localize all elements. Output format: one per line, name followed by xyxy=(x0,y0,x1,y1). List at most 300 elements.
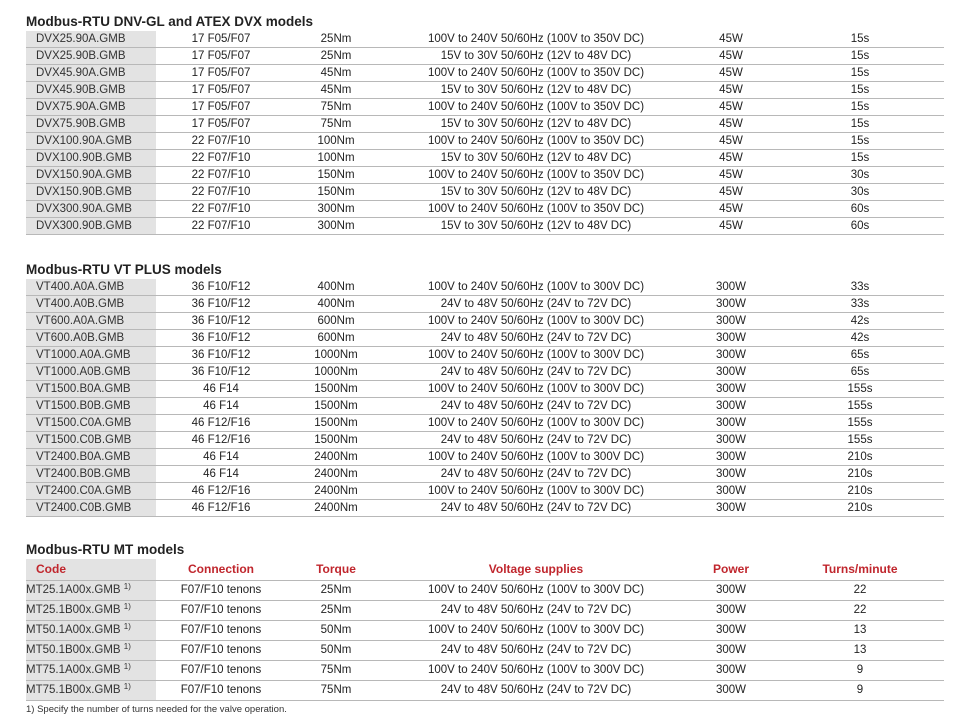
power-cell xyxy=(686,31,776,48)
voltage-cell xyxy=(386,398,686,415)
table-row xyxy=(26,500,944,517)
cell-text: 50Nm xyxy=(320,644,352,656)
cell-text: 300Nm xyxy=(317,220,355,232)
cell-text: 100V to 240V 50/60Hz (100V to 350V DC) xyxy=(427,67,645,79)
code-cell xyxy=(26,641,156,661)
table-header-row xyxy=(26,559,944,581)
connection-cell xyxy=(156,621,286,641)
cell-text: 15s xyxy=(850,84,870,96)
cell-text: 400Nm xyxy=(317,281,355,293)
voltage-cell xyxy=(386,201,686,218)
cell-text: 1500Nm xyxy=(314,417,358,429)
voltage-cell xyxy=(386,133,686,150)
code-cell xyxy=(26,279,156,296)
cell-text: 22 F07/F10 xyxy=(191,203,251,215)
cell-text: VT2400.C0B.GMB xyxy=(36,502,132,514)
voltage-cell xyxy=(386,661,686,681)
table-row xyxy=(26,65,944,82)
torque-cell xyxy=(286,601,386,621)
torque-cell xyxy=(286,415,386,432)
connection-cell xyxy=(156,381,286,398)
cell-text: 210s xyxy=(847,468,873,480)
connection-cell xyxy=(156,296,286,313)
connection-cell xyxy=(156,99,286,116)
voltage-cell xyxy=(386,500,686,517)
table-row xyxy=(26,415,944,432)
cell-text: 25Nm xyxy=(320,604,352,616)
power-cell xyxy=(686,65,776,82)
connection-cell xyxy=(156,661,286,681)
voltage-cell xyxy=(386,31,686,48)
connection-cell xyxy=(156,31,286,48)
cell-text: 22 F07/F10 xyxy=(191,152,251,164)
cell-text: 100V to 240V 50/60Hz (100V to 350V DC) xyxy=(427,203,645,215)
cell-text: VT1500.B0B.GMB xyxy=(36,400,131,412)
voltage-cell xyxy=(386,296,686,313)
table-row xyxy=(26,184,944,201)
cell-text: VT1500.B0A.GMB xyxy=(36,383,131,395)
time-cell xyxy=(776,641,944,661)
code-cell xyxy=(26,65,156,82)
cell-text: 300W xyxy=(715,298,747,310)
code-cell xyxy=(26,116,156,133)
time-cell xyxy=(776,279,944,296)
cell-text: 100V to 240V 50/60Hz (100V to 300V DC) xyxy=(427,485,645,497)
connection-cell xyxy=(156,48,286,65)
time-cell xyxy=(776,218,944,235)
cell-text: DVX45.90A.GMB xyxy=(36,67,126,79)
code-cell xyxy=(26,133,156,150)
power-cell xyxy=(686,313,776,330)
table-row xyxy=(26,99,944,116)
voltage-cell xyxy=(386,364,686,381)
cell-text: VT1500.C0A.GMB xyxy=(36,417,132,429)
cell-text: 24V to 48V 50/60Hz (24V to 72V DC) xyxy=(440,684,632,696)
voltage-cell xyxy=(386,48,686,65)
table-row xyxy=(26,381,944,398)
cell-text: 46 F14 xyxy=(203,468,239,480)
footnote-mark: 1) xyxy=(123,662,131,671)
torque-cell xyxy=(286,330,386,347)
torque-cell xyxy=(286,279,386,296)
connection-cell xyxy=(156,133,286,150)
table-row xyxy=(26,449,944,466)
cell-text: 17 F05/F07 xyxy=(191,50,251,62)
power-cell xyxy=(686,364,776,381)
cell-text: 45W xyxy=(719,152,743,164)
voltage-cell xyxy=(386,99,686,116)
table-row xyxy=(26,116,944,133)
footnote-mark: 1) xyxy=(123,642,131,651)
connection-cell xyxy=(156,167,286,184)
cell-text: DVX45.90B.GMB xyxy=(36,84,126,96)
cell-text: 100V to 240V 50/60Hz (100V to 300V DC) xyxy=(427,315,645,327)
power-cell xyxy=(686,347,776,364)
cell-text: 17 F05/F07 xyxy=(191,84,251,96)
time-cell xyxy=(776,313,944,330)
torque-cell xyxy=(286,31,386,48)
connection-cell xyxy=(156,432,286,449)
connection-cell xyxy=(156,116,286,133)
code-cell xyxy=(26,500,156,517)
power-cell xyxy=(686,500,776,517)
connection-cell xyxy=(156,82,286,99)
cell-text: VT600.A0A.GMB xyxy=(36,315,125,327)
cell-text: 100V to 240V 50/60Hz (100V to 300V DC) xyxy=(427,349,645,361)
cell-text: 15V to 30V 50/60Hz (12V to 48V DC) xyxy=(440,84,632,96)
torque-cell xyxy=(286,483,386,500)
cell-text: 13 xyxy=(853,624,867,636)
power-cell xyxy=(686,621,776,641)
time-cell xyxy=(776,31,944,48)
cell-text: MT75.1A00x.GMB xyxy=(26,664,121,676)
cell-text: 46 F12/F16 xyxy=(191,502,251,514)
cell-text: 36 F10/F12 xyxy=(191,315,251,327)
cell-text: 45W xyxy=(719,135,743,147)
time-cell xyxy=(776,681,944,701)
power-cell xyxy=(686,116,776,133)
cell-text: 46 F14 xyxy=(203,400,239,412)
cell-text: 1500Nm xyxy=(314,383,358,395)
connection-cell xyxy=(156,449,286,466)
cell-text: 46 F14 xyxy=(203,451,239,463)
table-row xyxy=(26,681,944,701)
table-row xyxy=(26,330,944,347)
cell-text: 15s xyxy=(850,118,870,130)
cell-text: 60s xyxy=(850,203,870,215)
power-cell xyxy=(686,466,776,483)
cell-text: 45W xyxy=(719,101,743,113)
cell-text: 15V to 30V 50/60Hz (12V to 48V DC) xyxy=(440,152,632,164)
cell-text: 15s xyxy=(850,135,870,147)
column-header: Connection xyxy=(156,559,286,581)
voltage-cell xyxy=(386,415,686,432)
cell-text: 300W xyxy=(715,281,747,293)
table-row xyxy=(26,201,944,218)
power-cell xyxy=(686,661,776,681)
time-cell xyxy=(776,330,944,347)
connection-cell xyxy=(156,279,286,296)
cell-text: 75Nm xyxy=(320,684,352,696)
cell-text: 46 F12/F16 xyxy=(191,434,251,446)
power-cell xyxy=(686,415,776,432)
torque-cell xyxy=(286,296,386,313)
torque-cell xyxy=(286,364,386,381)
mt-table xyxy=(26,559,944,701)
torque-cell xyxy=(286,661,386,681)
connection-cell xyxy=(156,415,286,432)
connection-cell xyxy=(156,218,286,235)
cell-text: 150Nm xyxy=(317,169,355,181)
time-cell xyxy=(776,500,944,517)
table-row xyxy=(26,621,944,641)
cell-text: DVX100.90B.GMB xyxy=(36,152,132,164)
power-cell xyxy=(686,296,776,313)
cell-text: 400Nm xyxy=(317,298,355,310)
torque-cell xyxy=(286,133,386,150)
time-cell xyxy=(776,483,944,500)
table-row xyxy=(26,150,944,167)
power-cell xyxy=(686,483,776,500)
footnote-mark: 1) xyxy=(123,682,131,691)
cell-text: 100V to 240V 50/60Hz (100V to 300V DC) xyxy=(427,383,645,395)
voltage-cell xyxy=(386,681,686,701)
power-cell xyxy=(686,330,776,347)
cell-text: VT1500.C0B.GMB xyxy=(36,434,132,446)
time-cell xyxy=(776,415,944,432)
voltage-cell xyxy=(386,279,686,296)
footnote-mark: 1) xyxy=(123,602,131,611)
cell-text: 45W xyxy=(719,220,743,232)
cell-text: MT50.1A00x.GMB xyxy=(26,624,121,636)
code-cell xyxy=(26,601,156,621)
code-cell xyxy=(26,466,156,483)
power-cell xyxy=(686,398,776,415)
power-cell xyxy=(686,167,776,184)
code-cell xyxy=(26,150,156,167)
code-cell xyxy=(26,449,156,466)
cell-text: 1500Nm xyxy=(314,400,358,412)
cell-text: 300W xyxy=(715,383,747,395)
time-cell xyxy=(776,82,944,99)
cell-text: 13 xyxy=(853,644,867,656)
cell-text: 15s xyxy=(850,101,870,113)
connection-cell xyxy=(156,313,286,330)
table-row xyxy=(26,601,944,621)
cell-text: DVX150.90B.GMB xyxy=(36,186,132,198)
table-row xyxy=(26,483,944,500)
code-cell xyxy=(26,48,156,65)
power-cell xyxy=(686,279,776,296)
torque-cell xyxy=(286,500,386,517)
cell-text: 24V to 48V 50/60Hz (24V to 72V DC) xyxy=(440,502,632,514)
code-cell xyxy=(26,167,156,184)
column-header: Power xyxy=(686,559,776,581)
cell-text: 50Nm xyxy=(320,624,352,636)
cell-text: 100V to 240V 50/60Hz (100V to 350V DC) xyxy=(427,169,645,181)
cell-text: 1500Nm xyxy=(314,434,358,446)
table-row xyxy=(26,661,944,681)
code-cell xyxy=(26,415,156,432)
cell-text: DVX150.90A.GMB xyxy=(36,169,132,181)
connection-cell xyxy=(156,681,286,701)
column-header: Turns/minute xyxy=(776,559,944,581)
cell-text: 15s xyxy=(850,152,870,164)
cell-text: 100V to 240V 50/60Hz (100V to 300V DC) xyxy=(427,664,645,676)
cell-text: 15s xyxy=(850,67,870,79)
torque-cell xyxy=(286,116,386,133)
voltage-cell xyxy=(386,65,686,82)
table-row xyxy=(26,466,944,483)
cell-text: F07/F10 tenons xyxy=(180,624,262,636)
torque-cell xyxy=(286,681,386,701)
cell-text: 36 F10/F12 xyxy=(191,332,251,344)
cell-text: 155s xyxy=(847,383,873,395)
cell-text: 22 F07/F10 xyxy=(191,169,251,181)
cell-text: 300Nm xyxy=(317,203,355,215)
cell-text: 300W xyxy=(715,624,747,636)
cell-text: 22 F07/F10 xyxy=(191,220,251,232)
voltage-cell xyxy=(386,116,686,133)
cell-text: 75Nm xyxy=(320,118,352,130)
cell-text: VT2400.B0A.GMB xyxy=(36,451,131,463)
cell-text: VT1000.A0A.GMB xyxy=(36,349,131,361)
voltage-cell xyxy=(386,330,686,347)
code-cell xyxy=(26,99,156,116)
cell-text: 33s xyxy=(850,281,870,293)
cell-text: DVX75.90A.GMB xyxy=(36,101,126,113)
torque-cell xyxy=(286,150,386,167)
cell-text: 300W xyxy=(715,644,747,656)
cell-text: 300W xyxy=(715,315,747,327)
cell-text: 155s xyxy=(847,400,873,412)
table-row xyxy=(26,296,944,313)
connection-cell xyxy=(156,500,286,517)
cell-text: 65s xyxy=(850,349,870,361)
power-cell xyxy=(686,99,776,116)
table-row xyxy=(26,347,944,364)
cell-text: 22 F07/F10 xyxy=(191,135,251,147)
cell-text: 15s xyxy=(850,33,870,45)
time-cell xyxy=(776,296,944,313)
code-cell xyxy=(26,581,156,601)
table-row xyxy=(26,364,944,381)
cell-text: 15V to 30V 50/60Hz (12V to 48V DC) xyxy=(440,220,632,232)
time-cell xyxy=(776,432,944,449)
cell-text: MT25.1B00x.GMB xyxy=(26,604,121,616)
power-cell xyxy=(686,133,776,150)
table-row xyxy=(26,218,944,235)
section-vt-plus xyxy=(26,262,944,517)
footnote-mark: 1) xyxy=(123,582,131,591)
voltage-cell xyxy=(386,601,686,621)
cell-text: 2400Nm xyxy=(314,468,358,480)
cell-text: 100V to 240V 50/60Hz (100V to 350V DC) xyxy=(427,135,645,147)
code-cell xyxy=(26,82,156,99)
torque-cell xyxy=(286,65,386,82)
cell-text: 17 F05/F07 xyxy=(191,118,251,130)
voltage-cell xyxy=(386,581,686,601)
torque-cell xyxy=(286,184,386,201)
cell-text: 46 F12/F16 xyxy=(191,417,251,429)
cell-text: VT400.A0A.GMB xyxy=(36,281,125,293)
power-cell xyxy=(686,82,776,99)
voltage-cell xyxy=(386,150,686,167)
time-cell xyxy=(776,661,944,681)
table-row xyxy=(26,82,944,99)
code-cell xyxy=(26,381,156,398)
time-cell xyxy=(776,150,944,167)
torque-cell xyxy=(286,82,386,99)
cell-text: 15V to 30V 50/60Hz (12V to 48V DC) xyxy=(440,186,632,198)
cell-text: 17 F05/F07 xyxy=(191,101,251,113)
cell-text: DVX300.90B.GMB xyxy=(36,220,132,232)
cell-text: VT2400.B0B.GMB xyxy=(36,468,131,480)
power-cell xyxy=(686,641,776,661)
cell-text: 9 xyxy=(856,684,864,696)
cell-text: 25Nm xyxy=(320,584,352,596)
cell-text: F07/F10 tenons xyxy=(180,684,262,696)
cell-text: 24V to 48V 50/60Hz (24V to 72V DC) xyxy=(440,644,632,656)
cell-text: 45Nm xyxy=(320,84,352,96)
table-row xyxy=(26,31,944,48)
cell-text: DVX25.90B.GMB xyxy=(36,50,126,62)
table-row xyxy=(26,641,944,661)
power-cell xyxy=(686,218,776,235)
cell-text: 300W xyxy=(715,400,747,412)
cell-text: DVX25.90A.GMB xyxy=(36,33,126,45)
cell-text: 150Nm xyxy=(317,186,355,198)
cell-text: MT25.1A00x.GMB xyxy=(26,584,121,596)
cell-text: 210s xyxy=(847,451,873,463)
cell-text: 75Nm xyxy=(320,664,352,676)
cell-text: 36 F10/F12 xyxy=(191,281,251,293)
cell-text: 15s xyxy=(850,50,870,62)
cell-text: DVX100.90A.GMB xyxy=(36,135,132,147)
time-cell xyxy=(776,99,944,116)
table-row xyxy=(26,313,944,330)
cell-text: 15V to 30V 50/60Hz (12V to 48V DC) xyxy=(440,118,632,130)
cell-text: VT1000.A0B.GMB xyxy=(36,366,131,378)
connection-cell xyxy=(156,347,286,364)
connection-cell xyxy=(156,581,286,601)
time-cell xyxy=(776,65,944,82)
cell-text: 300W xyxy=(715,584,747,596)
cell-text: 17 F05/F07 xyxy=(191,67,251,79)
cell-text: 100V to 240V 50/60Hz (100V to 300V DC) xyxy=(427,624,645,636)
footnote: 1) Specify the number of turns needed for the valve operation. xyxy=(26,704,287,715)
code-cell xyxy=(26,201,156,218)
time-cell xyxy=(776,466,944,483)
torque-cell xyxy=(286,167,386,184)
code-cell xyxy=(26,296,156,313)
code-cell xyxy=(26,621,156,641)
code-cell xyxy=(26,681,156,701)
cell-text: 25Nm xyxy=(320,33,352,45)
code-cell xyxy=(26,330,156,347)
cell-text: 24V to 48V 50/60Hz (24V to 72V DC) xyxy=(440,366,632,378)
table-row xyxy=(26,48,944,65)
voltage-cell xyxy=(386,449,686,466)
code-cell xyxy=(26,184,156,201)
connection-cell xyxy=(156,65,286,82)
voltage-cell xyxy=(386,218,686,235)
cell-text: 2400Nm xyxy=(314,485,358,497)
vt-table xyxy=(26,279,944,517)
section-title: Modbus-RTU VT PLUS models xyxy=(26,262,222,277)
voltage-cell xyxy=(386,184,686,201)
time-cell xyxy=(776,133,944,150)
cell-text: 60s xyxy=(850,220,870,232)
cell-text: 24V to 48V 50/60Hz (24V to 72V DC) xyxy=(440,298,632,310)
cell-text: VT400.A0B.GMB xyxy=(36,298,125,310)
connection-cell xyxy=(156,601,286,621)
power-cell xyxy=(686,381,776,398)
section-mt xyxy=(26,542,944,715)
cell-text: 45W xyxy=(719,84,743,96)
cell-text: F07/F10 tenons xyxy=(180,644,262,656)
time-cell xyxy=(776,398,944,415)
section-dvx xyxy=(26,14,944,235)
cell-text: 17 F05/F07 xyxy=(191,33,251,45)
time-cell xyxy=(776,48,944,65)
time-cell xyxy=(776,581,944,601)
code-cell xyxy=(26,313,156,330)
voltage-cell xyxy=(386,641,686,661)
voltage-cell xyxy=(386,483,686,500)
column-header: Voltage supplies xyxy=(386,559,686,581)
cell-text: 300W xyxy=(715,366,747,378)
